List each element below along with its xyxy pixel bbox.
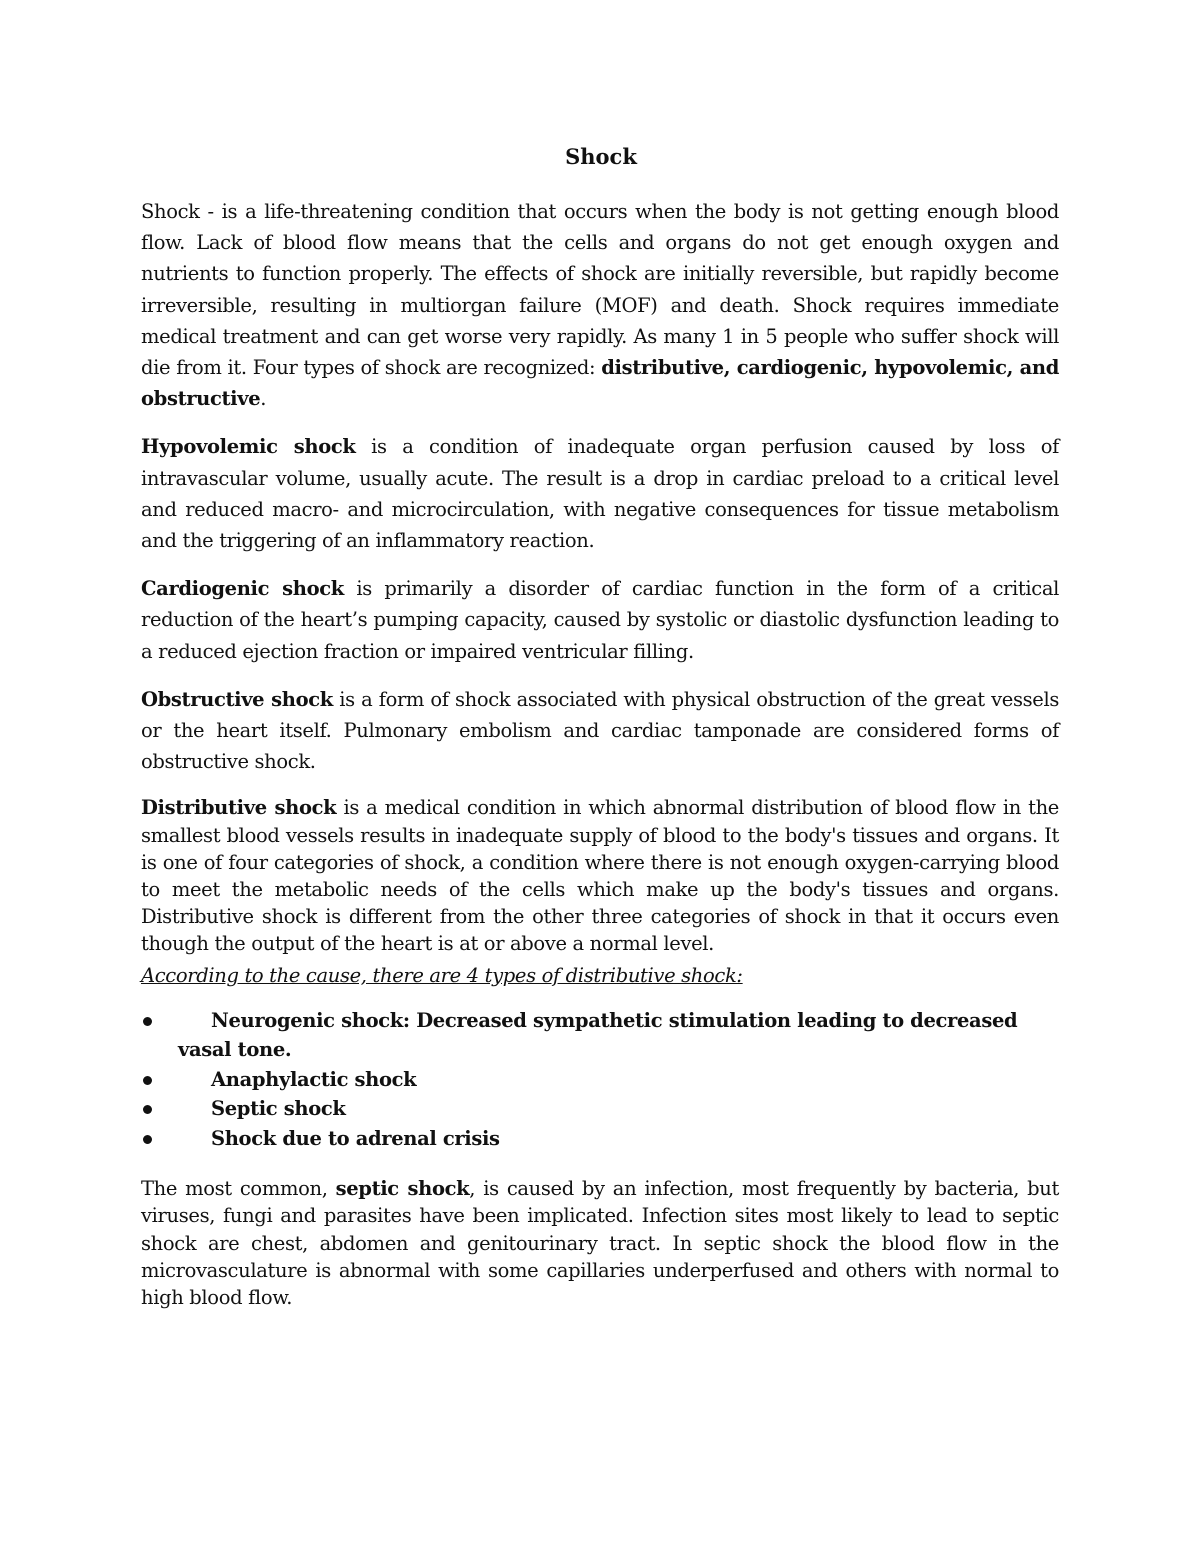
bullet-icon	[143, 1135, 152, 1144]
cardiogenic-term: Cardiogenic shock	[141, 577, 344, 601]
obstructive-paragraph	[141, 684, 1059, 778]
hypovolemic-text: is a condition of inadequate organ perfusion caused by loss of intravascular volume, usually acute. The result is a drop in cardiac preload to a critical level and reduced macro- and microcirculation, with negative consequences for tissue metabolism and the triggering of an inflammatory reaction.	[141, 435, 1059, 553]
intro-end: .	[260, 387, 267, 411]
list-item	[141, 1006, 1059, 1065]
list-item-text: Neurogenic shock: Decreased sympathetic stimulation leading to decreased vasal tone.	[178, 1008, 1018, 1062]
obstructive-text: is a form of shock associated with physical obstruction of the great vessels or the heart itself. Pulmonary embolism and cardiac tamponade are considered forms of obstructive shock.	[141, 687, 1059, 774]
document-title: Shock	[565, 144, 637, 169]
cardiogenic-paragraph	[141, 573, 1059, 667]
hypovolemic-paragraph	[141, 431, 1059, 556]
bullet-icon	[143, 1017, 152, 1026]
distributive-paragraph	[141, 794, 1059, 957]
list-item	[141, 1065, 1059, 1095]
septic-text: , is caused by an infection, most frequently by bacteria, but viruses, fungi and parasites have been implicated. Infection sites most likely to lead to septic shock are chest, abdomen and genitourinary tract. In septic shock the blood flow in the microvasculature is abnormal with some capillaries underperfused and others with normal to high blood flow.	[141, 1177, 1059, 1309]
list-item	[141, 1124, 1059, 1154]
document-page	[141, 140, 1059, 1311]
hypovolemic-term: Hypovolemic shock	[141, 435, 356, 459]
causes-list	[141, 1006, 1059, 1154]
bullet-icon	[143, 1076, 152, 1085]
obstructive-term: Obstructive shock	[141, 687, 333, 711]
intro-paragraph	[141, 196, 1059, 414]
septic-term: septic shock	[335, 1177, 470, 1201]
cardiogenic-text: is primarily a disorder of cardiac function in the form of a critical reduction of the heart’s pumping capacity, caused by systolic or diastolic dysfunction leading to a reduced ejection fraction or impaired ventricular filling.	[141, 577, 1059, 663]
bullet-icon	[143, 1105, 152, 1114]
septic-intro: The most common,	[141, 1177, 336, 1201]
distributive-text: is a medical condition in which abnormal distribution of blood flow in the smallest blood vessels results in inadequate supply of blood to the body's tissues and organs. It is one of four categories of shock, a condition where there is not enough oxygen-carrying blood to meet the metabolic needs of the cells which make up the body's tissues and organs. Distributive shock is different from the other three categories of shock in that it occurs even though the output of the heart is at or above a normal level.	[141, 796, 1059, 956]
list-item-text: Anaphylactic shock	[211, 1067, 417, 1091]
distributive-term: Distributive shock	[141, 796, 337, 820]
list-item-text: Septic shock	[211, 1097, 346, 1121]
shock-types-list: distributive, cardiogenic, hypovolemic, and obstructive	[141, 356, 1059, 411]
intro-text: Shock - is a life-threatening condition that occurs when the body is not getting enough blood flow. Lack of blood flow means that the cells and organs do not get enough oxygen and nutrients to function properly. The effects of shock are initially reversible, but rapidly become irreversible, resulting in multiorgan failure (MOF) and death. Shock requires immediate medical treatment and can get worse very rapidly. As many 1 in 5 people who suffer shock will die from it. Four types of shock are recognized:	[141, 200, 1059, 380]
septic-paragraph	[141, 1175, 1059, 1311]
causes-heading: According to the cause, there are 4 types of distributive shock:	[141, 963, 743, 987]
list-item	[141, 1094, 1059, 1124]
list-item-text: Shock due to adrenal crisis	[211, 1126, 500, 1150]
